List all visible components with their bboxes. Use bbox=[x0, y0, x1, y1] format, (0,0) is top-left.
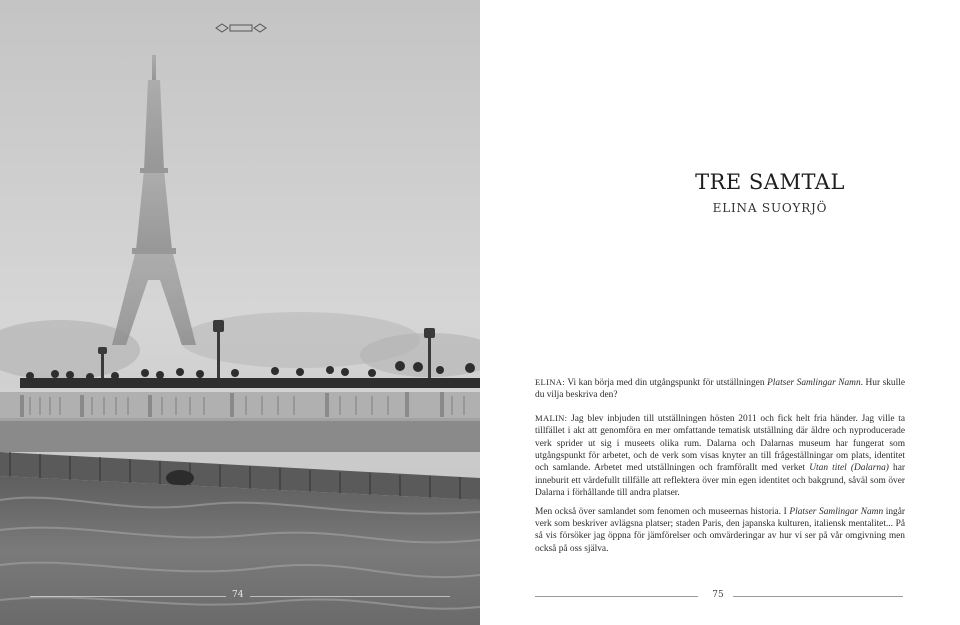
italic-title: Utan titel (Dalarna) bbox=[809, 463, 889, 474]
speaker-label: ELINA: bbox=[535, 377, 565, 387]
right-footer-rule bbox=[733, 596, 903, 597]
speaker-label: MALIN: bbox=[535, 412, 568, 423]
page-number-right: 75 bbox=[712, 590, 724, 600]
paragraph-malin bbox=[535, 412, 905, 500]
italic-title: Platser Samlingar Namn bbox=[789, 506, 884, 517]
paragraph-text: ingår verk som beskriver avlägsna platser; staden Paris, den japanska kulturen, italiensk mentalitet... På så vis försöker jag öppna för jämförelser och omvärderingar av hur vi ser på vår omgivning men också på oss själva. bbox=[535, 506, 906, 554]
left-footer-rule bbox=[30, 596, 226, 597]
page-number-left: 74 bbox=[232, 590, 244, 600]
paragraph-text: . Hur skulle du vilja beskriva den? bbox=[535, 378, 905, 401]
paragraph-continuation bbox=[535, 506, 905, 556]
left-footer-rule bbox=[250, 596, 450, 597]
paragraph-text: har inneburit ett värdefullt tillfälle att reflektera över min egen identitet och bakgrund, såväl som över Dalarna i förhållande till andra platser. bbox=[535, 463, 905, 499]
ornament-icon bbox=[214, 22, 268, 34]
paragraph-text: Vi kan börja med din utgångspunkt för utställningen bbox=[564, 378, 768, 388]
author-name: ELINA SUOYRJÖ bbox=[712, 201, 828, 215]
paragraph-elina bbox=[535, 376, 905, 402]
right-footer-rule bbox=[535, 596, 698, 597]
chapter-title: TRE SAMTAL bbox=[695, 170, 845, 194]
paragraph-text: Jag blev inbjuden till utställningen hösten 2011 och fick helt fria händer. Jag ville ta tillfället i akt att genomföra en mer omfattande tematisk utställning där äldre och nyproducerade verk sprider ut sig i museets olika rum. Dalarna och Dalarnas museum har fungerat som utgångspunkt för arbetet, och de verk som visas knyter an till frågeställningar om plats, identitet och samlande. Arbetet med utställningen och framförallt med verket bbox=[535, 413, 905, 474]
paragraph-text: Men också över samlandet som fenomen och museernas historia. I bbox=[535, 506, 790, 517]
interview-body bbox=[535, 376, 905, 565]
italic-title: Platser Samlingar Namn bbox=[767, 378, 861, 388]
right-page bbox=[480, 0, 960, 625]
